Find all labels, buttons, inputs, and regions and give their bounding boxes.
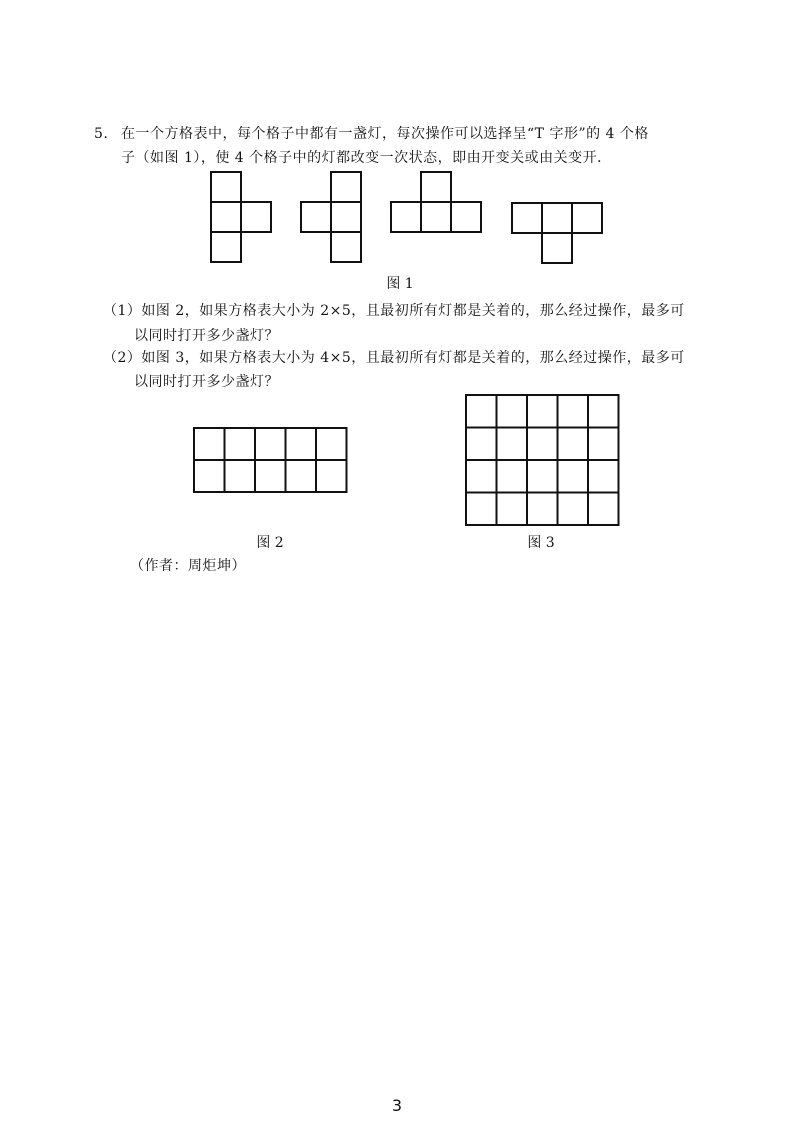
t-shape-4-cell [512, 203, 542, 233]
question-1-line1: （1）如图 2，如果方格表大小为 2×5，且最初所有灯都是关着的，那么经过操作，最多可 [103, 303, 685, 319]
question-2-line1: （2）如图 3，如果方格表大小为 4×5，且最初所有灯都是关着的，那么经过操作，最多可 [103, 350, 685, 366]
figure-3-grid-4x5 [466, 395, 619, 525]
t-shape-4-cell [542, 203, 572, 233]
t-shape-2-cell [301, 202, 331, 232]
page-number: 3 [391, 1096, 403, 1115]
figure-2-grid-2x5 [194, 428, 347, 492]
grid-4x5-cell [527, 395, 558, 428]
figure-1-t-shapes [211, 172, 602, 263]
t-shape-1-cell [211, 232, 241, 262]
problem-text-line2: 子（如图 1），使 4 个格子中的灯都改变一次状态，即由开变关或由关变开． [121, 150, 612, 166]
grid-2x5-cell [225, 460, 256, 492]
grid-4x5-cell [558, 460, 589, 493]
question-1-line2: 以同时打开多少盏灯？ [134, 328, 279, 344]
grid-4x5-cell [497, 493, 528, 526]
grid-4x5-cell [466, 493, 497, 526]
grid-4x5-cell [527, 460, 558, 493]
t-shape-1-cell [211, 202, 241, 232]
t-shape-3-cell [391, 202, 421, 232]
t-shape-1-cell [211, 172, 241, 202]
grid-4x5-cell [527, 428, 558, 461]
t-shape-2-cell [331, 172, 361, 202]
grid-4x5-cell [558, 428, 589, 461]
t-shape-4-cell [572, 203, 602, 233]
grid-2x5-cell [286, 428, 317, 460]
grid-4x5-cell [527, 493, 558, 526]
grid-4x5-cell [588, 460, 619, 493]
grid-4x5-cell [558, 493, 589, 526]
t-shape-4-cell [542, 233, 572, 263]
grid-2x5-cell [194, 428, 225, 460]
t-shape-2-cell [331, 202, 361, 232]
t-shape-3-cell [421, 202, 451, 232]
t-shape-3-cell [421, 172, 451, 202]
grid-4x5-cell [558, 395, 589, 428]
author-note: （作者：周炬坤） [130, 558, 246, 574]
problem-number: 5. [94, 126, 109, 142]
grid-2x5-cell [255, 460, 286, 492]
grid-2x5-cell [255, 428, 286, 460]
grid-2x5-cell [316, 460, 347, 492]
figure-3-caption: 图 3 [527, 535, 555, 551]
grid-4x5-cell [588, 395, 619, 428]
grid-4x5-cell [497, 395, 528, 428]
grid-2x5-cell [194, 460, 225, 492]
t-shape-2-cell [331, 232, 361, 262]
grid-4x5-cell [466, 460, 497, 493]
t-shape-1-cell [241, 202, 271, 232]
problem-text-line1: 在一个方格表中，每个格子中都有一盏灯，每次操作可以选择呈“T 字形”的 4 个格 [121, 126, 649, 142]
grid-4x5-cell [466, 428, 497, 461]
grid-2x5-cell [316, 428, 347, 460]
grid-2x5-cell [286, 460, 317, 492]
question-2-line2: 以同时打开多少盏灯？ [134, 374, 279, 390]
grid-4x5-cell [588, 493, 619, 526]
figure-1-caption: 图 1 [386, 276, 414, 292]
figure-2-caption: 图 2 [256, 535, 284, 551]
grid-2x5-cell [225, 428, 256, 460]
t-shape-3-cell [451, 202, 481, 232]
grid-4x5-cell [497, 428, 528, 461]
grid-4x5-cell [588, 428, 619, 461]
grid-4x5-cell [466, 395, 497, 428]
grid-4x5-cell [497, 460, 528, 493]
